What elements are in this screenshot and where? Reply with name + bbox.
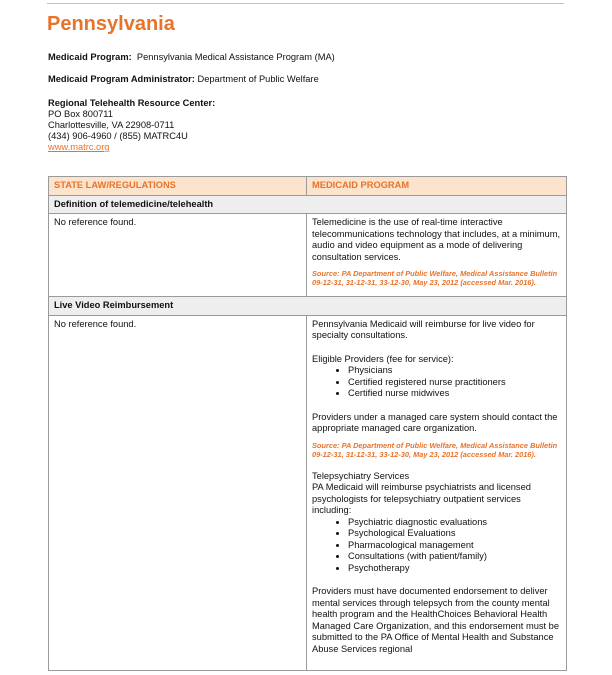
medicaid-program-cell (307, 214, 567, 297)
resource-center-block (48, 98, 215, 153)
list-item: • Physicians (348, 365, 561, 377)
section-title: Live Video Reimbursement (49, 297, 567, 316)
telepsychiatry-heading: Telepsychiatry Services (312, 470, 410, 481)
telepsychiatry-text: PA Medicaid will reimburse psychiatrists and licensed psychologists for telepsychiatry outpatient services including: (312, 482, 531, 515)
resource-center-label: Regional Telehealth Resource Center: (48, 98, 216, 108)
resource-center-link[interactable]: www.matrc.org (48, 142, 110, 152)
table-header-row (49, 177, 567, 196)
list-item: • Consultations (with patient/family) (348, 551, 561, 563)
managed-care-text: Providers under a managed care system should contact the appropriate managed care organization. (312, 411, 558, 433)
medicaid-program-cell (307, 315, 567, 671)
eligible-providers-list (312, 365, 561, 400)
resource-center-address-1: PO Box 800711 (48, 109, 113, 119)
header-state-law: STATE LAW/REGULATIONS (49, 177, 307, 196)
list-item: • Psychotherapy (348, 563, 561, 575)
header-medicaid-program: MEDICAID PROGRAM (307, 177, 567, 196)
resource-center-phone: (434) 906-4960 / (855) MATRC4U (48, 131, 188, 141)
top-divider (47, 3, 564, 4)
definition-text: Telemedicine is the use of real-time interactive telecommunications technology that includes, at a minimum, audio and video equipment as a mode of delivering consultation services. (312, 217, 561, 262)
list-item: • Psychiatric diagnostic evaluations (348, 517, 561, 529)
program-administrator-line (48, 74, 319, 85)
table-row (49, 315, 567, 671)
reimbursement-text: Pennsylvania Medicaid will reimburse for live video for specialty consultations. (312, 318, 535, 340)
source-citation: Source: PA Department of Public Welfare, Medical Assistance Bulletin 09-12-31, 31-12-31, 33-12-30, May 23, 2012 (accessed Mar. 2016). (312, 269, 558, 287)
law-table (48, 176, 567, 671)
resource-center-address-2: Charlottesville, VA 22908-0711 (48, 120, 175, 130)
list-item: • Pharmacological management (348, 540, 561, 552)
medicaid-program-line (48, 52, 335, 63)
page-title: Pennsylvania (47, 13, 175, 35)
source-citation: Source: PA Department of Public Welfare, Medical Assistance Bulletin 09-12-31, 31-12-31, 33-12-30, May 23, 2012 (accessed Mar. 2016). (312, 440, 558, 459)
section-row-definition (49, 195, 567, 214)
state-law-cell: No reference found. (49, 315, 307, 671)
list-item: • Psychological Evaluations (348, 528, 561, 540)
list-item: • Certified registered nurse practitioners (348, 377, 561, 389)
section-row-live-video (49, 297, 567, 316)
medicaid-program-value: Pennsylvania Medical Assistance Program (MA) (136, 52, 335, 62)
endorsement-text: Providers must have documented endorsement to deliver mental services through telepsych from the county mental health program and the HealthChoices Behavioral Health Managed Care Organization, and this endorsement must be submitted to the PA Office of Mental Health and Substance Abuse Services regional (312, 586, 560, 654)
state-law-cell: No reference found. (49, 214, 307, 297)
program-administrator-value: Department of Public Welfare (197, 74, 319, 84)
eligible-providers-heading: Eligible Providers (fee for service): (312, 353, 454, 364)
telepsychiatry-services-list (312, 517, 561, 575)
medicaid-program-label: Medicaid Program: (48, 52, 132, 62)
list-item: • Certified nurse midwives (348, 388, 561, 400)
program-administrator-label: Medicaid Program Administrator: (48, 74, 195, 84)
table-row (49, 214, 567, 297)
section-title: Definition of telemedicine/telehealth (49, 195, 567, 214)
